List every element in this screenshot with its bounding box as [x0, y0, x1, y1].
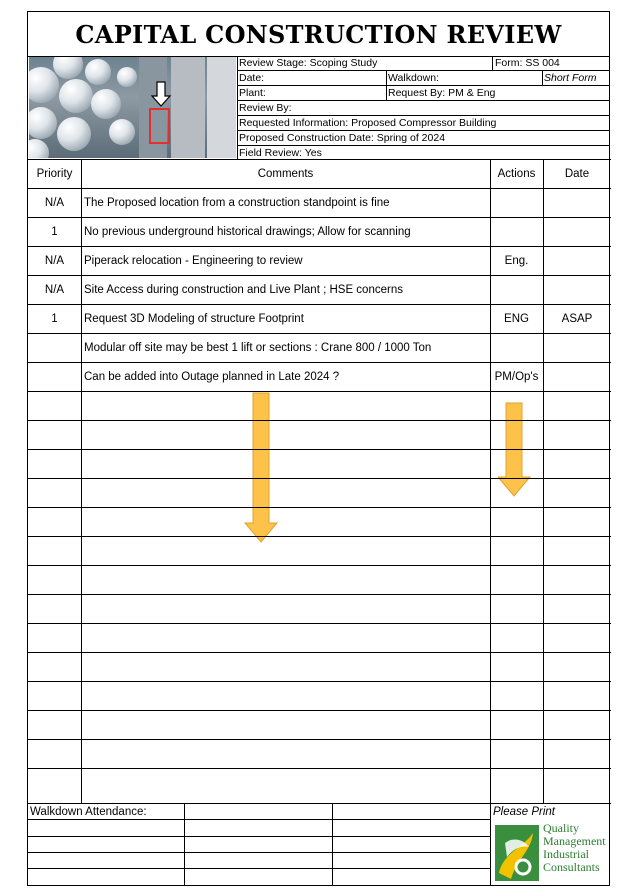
row-action: Eng. [504, 255, 529, 267]
header-actions: Actions [497, 168, 536, 180]
review-form [27, 11, 610, 886]
header-date: Date [564, 168, 590, 180]
row-priority: N/A [44, 284, 65, 296]
form-number: Form: SS 004 [495, 57, 560, 69]
row-priority: N/A [44, 255, 65, 267]
logo-text-industrial: Industrial [543, 847, 589, 861]
location-marker [150, 109, 169, 143]
row-comment: No previous underground historical drawings; Allow for scanning [84, 226, 411, 238]
down-arrow-icon [152, 82, 170, 106]
walkdown-field: Walkdown: [388, 72, 439, 84]
field-review: Field Review: Yes [239, 147, 322, 159]
site-aerial-photo [29, 57, 236, 158]
please-print-note: Please Print [493, 806, 556, 818]
down-arrow-icon [243, 392, 279, 544]
down-arrow-icon [498, 402, 532, 498]
qmic-logo-icon [493, 823, 543, 883]
row-comment: Request 3D Modeling of structure Footprint [84, 313, 304, 325]
header-priority: Priority [36, 168, 73, 180]
photo-markup [29, 57, 236, 158]
row-comment: The Proposed location from a construction standpoint is fine [84, 197, 390, 209]
row-comment: Site Access during construction and Live Plant ; HSE concerns [84, 284, 403, 296]
row-comment: Piperack relocation - Engineering to review [84, 255, 303, 267]
row-priority: 1 [51, 313, 58, 325]
row-priority: 1 [51, 226, 58, 238]
proposed-construction-date: Proposed Construction Date: Spring of 2024 [239, 132, 446, 144]
form-title: CAPITAL CONSTRUCTION REVIEW [28, 12, 609, 57]
logo-text-consultants: Consultants [543, 860, 600, 874]
logo-text-quality: Quality [543, 821, 579, 835]
date-field: Date: [239, 72, 265, 84]
requested-information: Requested Information: Proposed Compressor Building [239, 117, 497, 129]
header-comments: Comments [257, 168, 314, 180]
review-by-field: Review By: [239, 102, 292, 114]
plant-field: Plant: [239, 87, 266, 99]
company-logo [493, 822, 608, 884]
row-date: ASAP [561, 313, 593, 325]
walkdown-attendance-label: Walkdown Attendance: [30, 806, 147, 818]
row-action: PM/Op's [494, 371, 539, 383]
review-stage: Review Stage: Scoping Study [239, 57, 378, 69]
row-action: ENG [504, 313, 529, 325]
row-priority: N/A [44, 197, 65, 209]
logo-text-management: Management [543, 834, 606, 848]
row-comment: Modular off site may be best 1 lift or sections : Crane 800 / 1000 Ton [84, 342, 432, 354]
short-form-label: Short Form [544, 72, 597, 84]
row-comment: Can be added into Outage planned in Late 2024 ? [84, 371, 340, 383]
request-by-field: Request By: PM & Eng [388, 87, 496, 99]
